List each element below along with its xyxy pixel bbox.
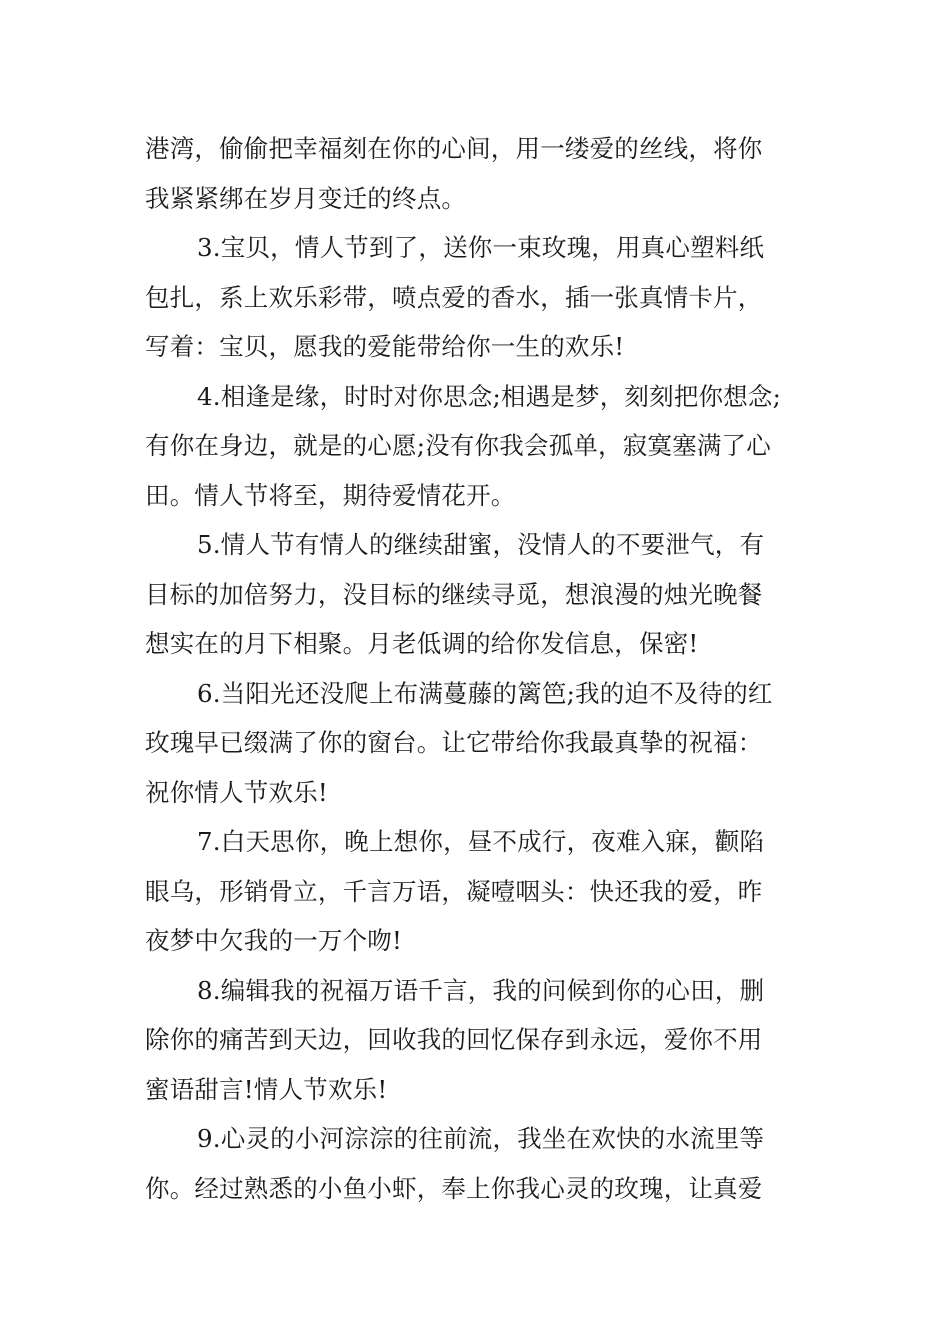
text-line: 玫瑰早已缀满了你的窗台。让它带给你我最真挚的祝福： bbox=[145, 728, 763, 757]
text-line: 祝你情人节欢乐! bbox=[145, 777, 328, 807]
paragraph-start-line: 4.相逢是缘，时时对你思念;相遇是梦，刻刻把你想念; bbox=[197, 381, 782, 411]
text-line: 我紧紧绑在岁月变迁的终点。 bbox=[145, 183, 467, 213]
text-line: 田。情人节将至，期待爱情花开。 bbox=[145, 480, 516, 510]
text-line: 蜜语甜言!情人节欢乐! bbox=[145, 1074, 388, 1104]
paragraph-start-line: 8.编辑我的祝福万语千言，我的问候到你的心田，删 bbox=[197, 975, 765, 1005]
text-line: 眼乌，形销骨立，千言万语，凝噎咽头：快还我的爱，昨 bbox=[145, 876, 763, 906]
text-line: 包扎，系上欢乐彩带，喷点爱的香水，插一张真情卡片， bbox=[145, 282, 763, 312]
text-line: 你。经过熟悉的小鱼小虾，奉上你我心灵的玫瑰，让真爱 bbox=[145, 1173, 763, 1203]
paragraph-start-line: 7.白天思你，晚上想你，昼不成行，夜难入寐，颧陷 bbox=[197, 827, 765, 856]
text-line: 目标的加倍努力，没目标的继续寻觅，想浪漫的烛光晚餐 bbox=[145, 579, 763, 609]
text-line: 夜梦中欠我的一万个吻! bbox=[145, 926, 403, 955]
text-line: 有你在身边，就是的心愿;没有你我会孤单，寂寞塞满了心 bbox=[145, 431, 771, 460]
paragraph-start-line: 5.情人节有情人的继续甜蜜，没情人的不要泄气，有 bbox=[197, 530, 765, 559]
body-text bbox=[145, 124, 810, 1213]
text-line: 写着：宝贝，愿我的爱能带给你一生的欢乐! bbox=[145, 332, 625, 361]
text-line: 除你的痛苦到天边，回收我的回忆保存到永远，爱你不用 bbox=[145, 1025, 763, 1054]
text-line: 港湾，偷偷把幸福刻在你的心间，用一缕爱的丝线，将你 bbox=[145, 134, 763, 163]
paragraph-start-line: 3.宝贝，情人节到了，送你一束玫瑰，用真心塑料纸 bbox=[197, 233, 765, 262]
text-line: 想实在的月下相聚。月老低调的给你发信息，保密! bbox=[145, 629, 699, 658]
paragraph-start-line: 6.当阳光还没爬上布满蔓藤的篱笆;我的迫不及待的红 bbox=[197, 678, 773, 708]
paragraph-start-line: 9.心灵的小河淙淙的往前流，我坐在欢快的水流里等 bbox=[197, 1124, 765, 1153]
